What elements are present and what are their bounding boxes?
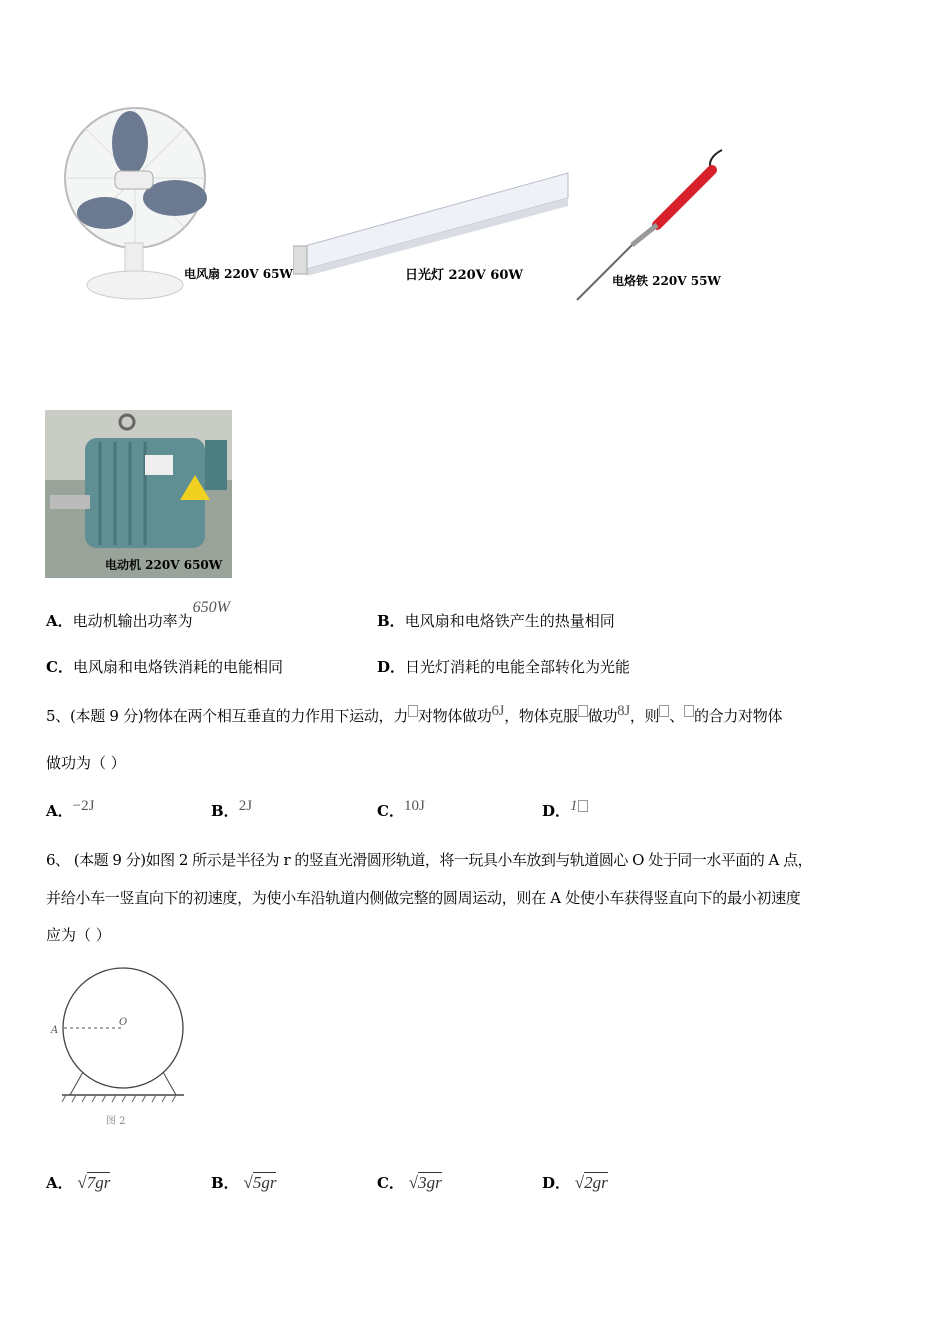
q6-line-3: 应为（ ） xyxy=(46,926,111,944)
electric-motor-image xyxy=(45,410,232,578)
figure-caption: 图 2 xyxy=(106,1116,126,1127)
q5-option-b[interactable] xyxy=(211,798,252,821)
q6-option-d[interactable]: D． √2gr xyxy=(542,1173,608,1192)
option-text: 电动机输出功率为 xyxy=(72,612,193,630)
option-value: 2gr xyxy=(584,1173,608,1192)
option-letter: B． xyxy=(377,612,405,630)
iron-label: 电烙铁 220V 55W xyxy=(612,274,721,288)
q5-text: 对物体做功 xyxy=(417,707,492,725)
option-letter: A． xyxy=(46,1174,73,1192)
option-value: 2J xyxy=(238,798,253,814)
work-value: 6J xyxy=(491,703,505,719)
fan-label: 电风扇 220V 65W xyxy=(184,267,293,281)
circular-track-figure xyxy=(48,962,193,1132)
motor-label: 电动机 220V 650W xyxy=(105,558,223,572)
q5-option-c[interactable] xyxy=(377,798,425,821)
missing-symbol-icon xyxy=(408,705,418,717)
option-letter: A． xyxy=(46,612,73,630)
question-5-text xyxy=(46,703,782,726)
q5-text: 5、(本题 9 分)物体在两个相互垂直的力作用下运动，力 xyxy=(46,707,408,725)
option-a[interactable] xyxy=(46,599,230,631)
option-letter: D． xyxy=(542,1174,571,1192)
q6-option-c[interactable]: C． √3gr xyxy=(377,1173,442,1192)
option-c[interactable] xyxy=(46,656,283,677)
q5-text: ，则 xyxy=(629,707,660,725)
option-value: 7gr xyxy=(86,1173,111,1192)
q5-text: 的合力对物体 xyxy=(693,707,783,725)
option-value: 10J xyxy=(403,798,425,814)
option-math: 650W xyxy=(192,599,230,616)
q6-line-1: 6、 (本题 9 分)如图 2 所示是半径为 r 的竖直光滑圆形轨道，将一玩具小车放到与轨道圆心 O 处于同一水平面的 A 点， xyxy=(46,851,813,869)
option-value: 5gr xyxy=(252,1173,277,1192)
option-letter: B． xyxy=(211,1174,239,1192)
fluorescent-lamp-image xyxy=(293,168,573,278)
option-text: 电风扇和电烙铁产生的热量相同 xyxy=(404,612,615,630)
option-letter: B． xyxy=(211,802,239,820)
option-text: 日光灯消耗的电能全部转化为光能 xyxy=(405,658,631,676)
lamp-label: 日光灯 220V 60W xyxy=(405,268,523,283)
q5-option-d[interactable] xyxy=(542,798,588,821)
option-letter: C． xyxy=(377,802,404,820)
option-letter: C． xyxy=(46,658,73,676)
option-letter: A． xyxy=(46,802,73,820)
missing-symbol-icon xyxy=(659,705,669,717)
option-value: −2J xyxy=(72,798,95,814)
q6-line-2: 并给小车一竖直向下的初速度，为使小车沿轨道内侧做完整的圆周运动，则在 A 处使小车获得竖直向下的最小初速度 xyxy=(46,889,801,907)
missing-symbol-icon xyxy=(578,800,588,812)
missing-symbol-icon xyxy=(684,705,694,717)
option-letter: C． xyxy=(377,1174,404,1192)
q6-option-b[interactable]: B． √5gr xyxy=(211,1173,277,1192)
q5-text: ，物体克服 xyxy=(504,707,578,725)
option-letter: D． xyxy=(377,658,406,676)
work-value: 8J xyxy=(617,703,630,719)
missing-symbol-icon xyxy=(578,705,588,717)
option-d[interactable] xyxy=(377,656,630,677)
option-value: 1 xyxy=(570,798,578,814)
point-a-label: A xyxy=(51,1025,59,1036)
option-b[interactable] xyxy=(377,610,615,631)
q5-text: 、 xyxy=(669,707,684,725)
option-text: 电风扇和电烙铁消耗的电能相同 xyxy=(72,658,283,676)
q5-text: 做功 xyxy=(587,707,618,725)
option-value: 3gr xyxy=(418,1173,442,1192)
q5-option-a[interactable] xyxy=(46,798,94,821)
q6-option-a[interactable]: A． √7gr xyxy=(46,1173,111,1192)
q5-line-2: 做功为（ ） xyxy=(46,754,126,772)
point-o-label: O xyxy=(119,1017,128,1028)
option-letter: D． xyxy=(542,802,571,820)
